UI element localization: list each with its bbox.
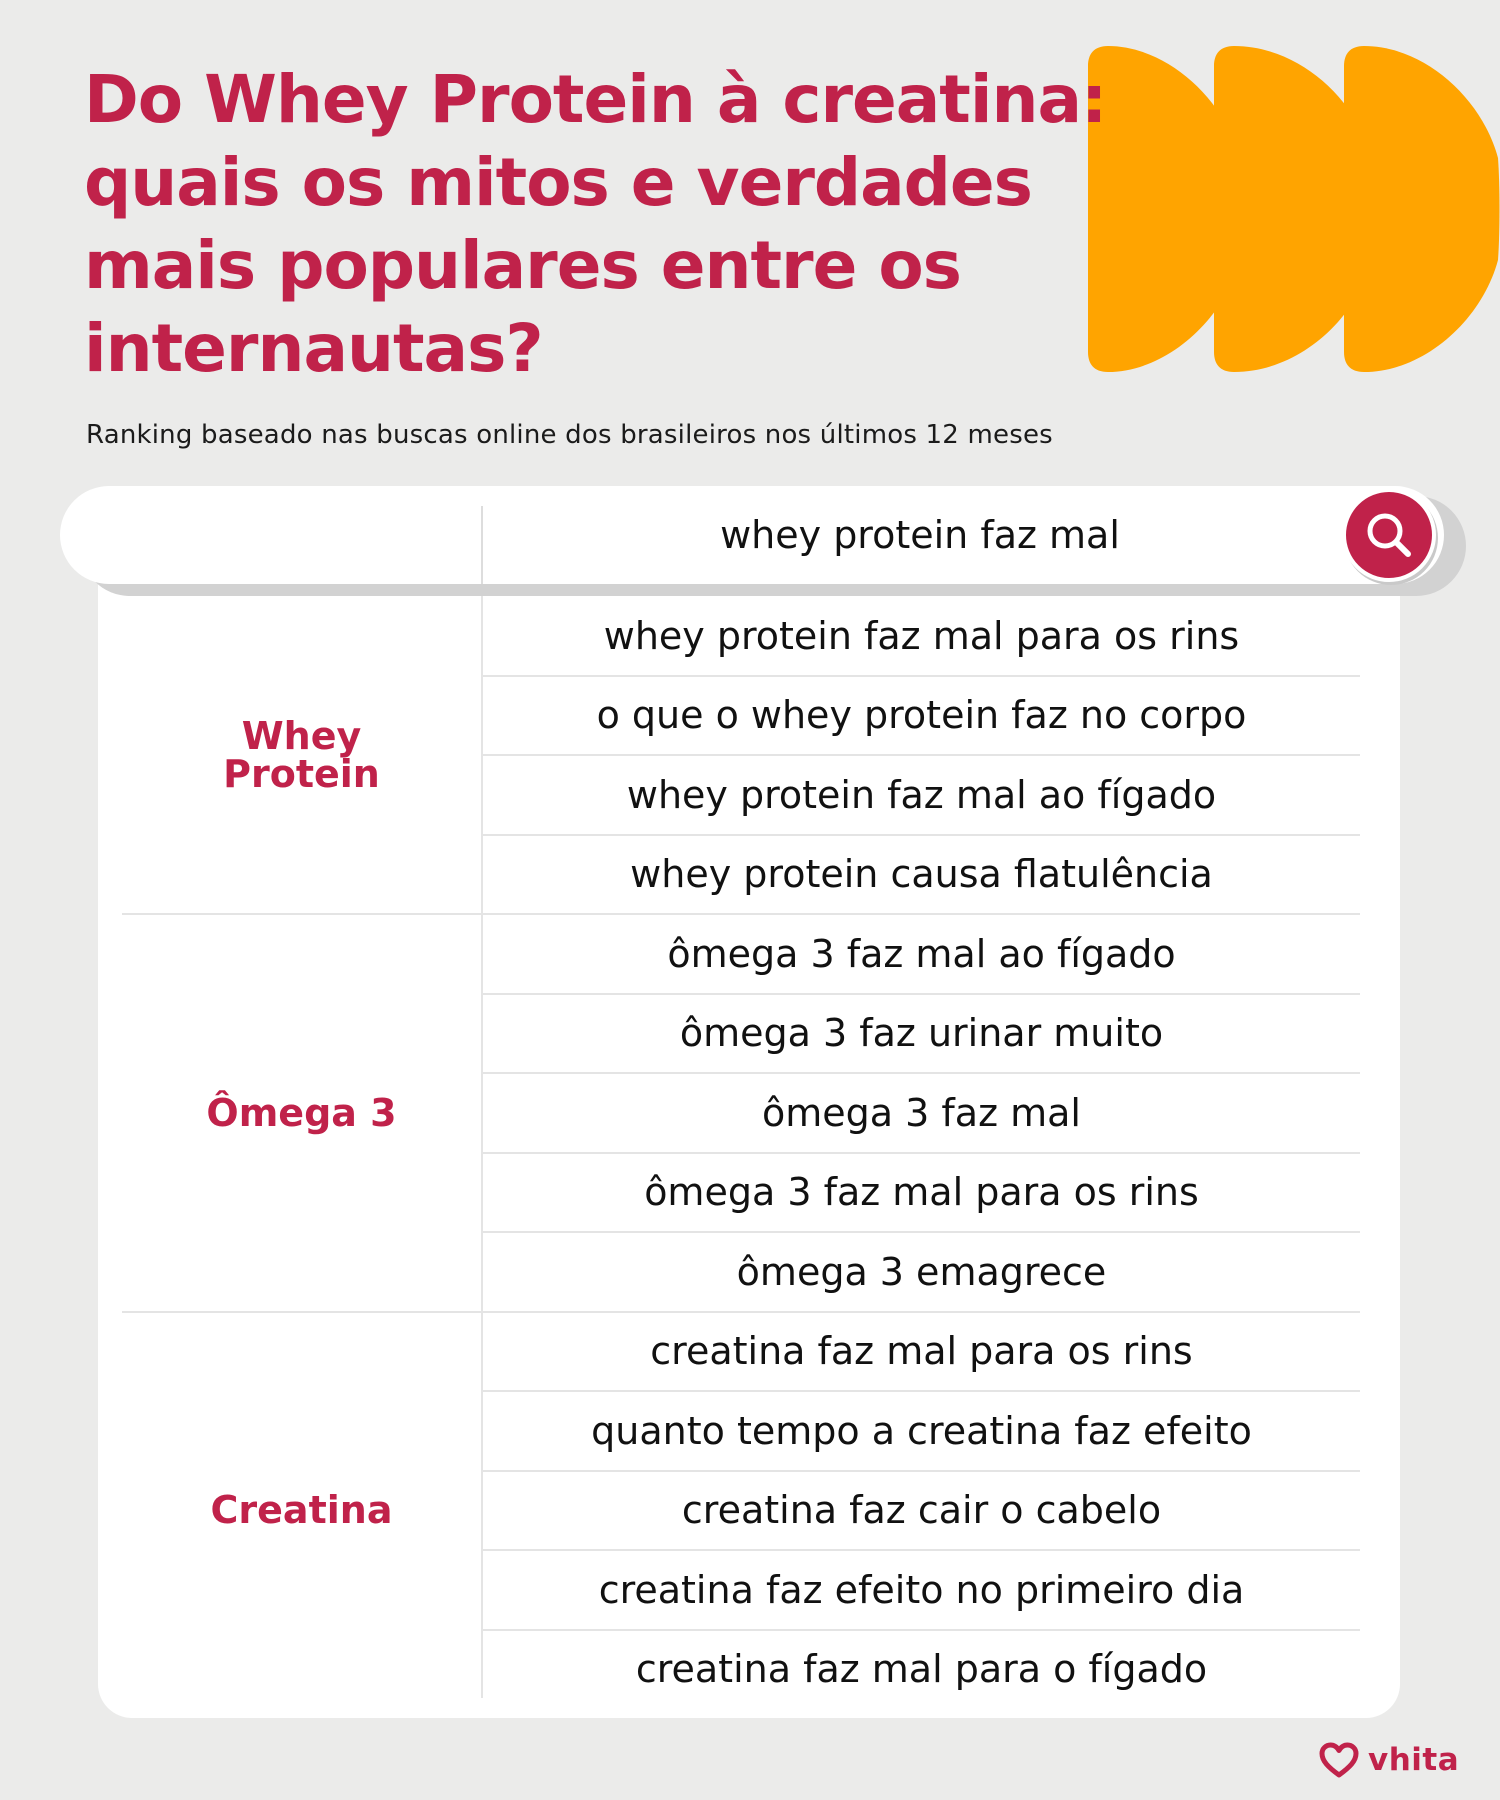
list-item[interactable]: ômega 3 faz mal [762, 1090, 1081, 1135]
page-subtitle: Ranking baseado nas buscas online dos brasileiros nos últimos 12 meses [86, 420, 1053, 450]
heart-logo-icon [1318, 1741, 1360, 1779]
list-item[interactable]: whey protein faz mal ao fígado [626, 772, 1217, 817]
list-item[interactable]: creatina faz cair o cabelo [681, 1488, 1162, 1532]
search-button[interactable] [1342, 488, 1436, 582]
list-item[interactable]: ômega 3 faz urinar muito [679, 1011, 1164, 1055]
list-item[interactable]: o que o whey protein faz no corpo [596, 693, 1247, 737]
page-title: Do Whey Protein à creatina: quais os mitos e verdades mais populares entre os internautas? [84, 61, 1107, 387]
category-label: Creatina [210, 1488, 393, 1533]
category-label: Whey Protein [223, 714, 380, 796]
category-label: Ômega 3 [206, 1090, 397, 1135]
brand-logo [1318, 1738, 1459, 1782]
search-query-text[interactable]: whey protein faz mal [720, 513, 1120, 557]
list-item[interactable]: whey protein causa flatulência [630, 852, 1213, 896]
list-item[interactable]: quanto tempo a creatina faz efeito [591, 1408, 1252, 1453]
list-item[interactable]: ômega 3 faz mal para os rins [644, 1170, 1199, 1214]
list-item[interactable]: ômega 3 faz mal ao fígado [667, 931, 1176, 976]
list-item[interactable]: whey protein faz mal para os rins [603, 613, 1240, 658]
list-item[interactable]: ômega 3 emagrece [736, 1249, 1107, 1294]
list-item[interactable]: creatina faz efeito no primeiro dia [598, 1567, 1245, 1612]
brand-name: vhita [1368, 1742, 1460, 1778]
group-divider [122, 913, 481, 915]
search-icon [1362, 508, 1416, 562]
list-item[interactable]: creatina faz mal para os rins [650, 1329, 1193, 1373]
list-item[interactable]: creatina faz mal para o fígado [635, 1647, 1208, 1691]
group-divider [122, 1311, 481, 1313]
